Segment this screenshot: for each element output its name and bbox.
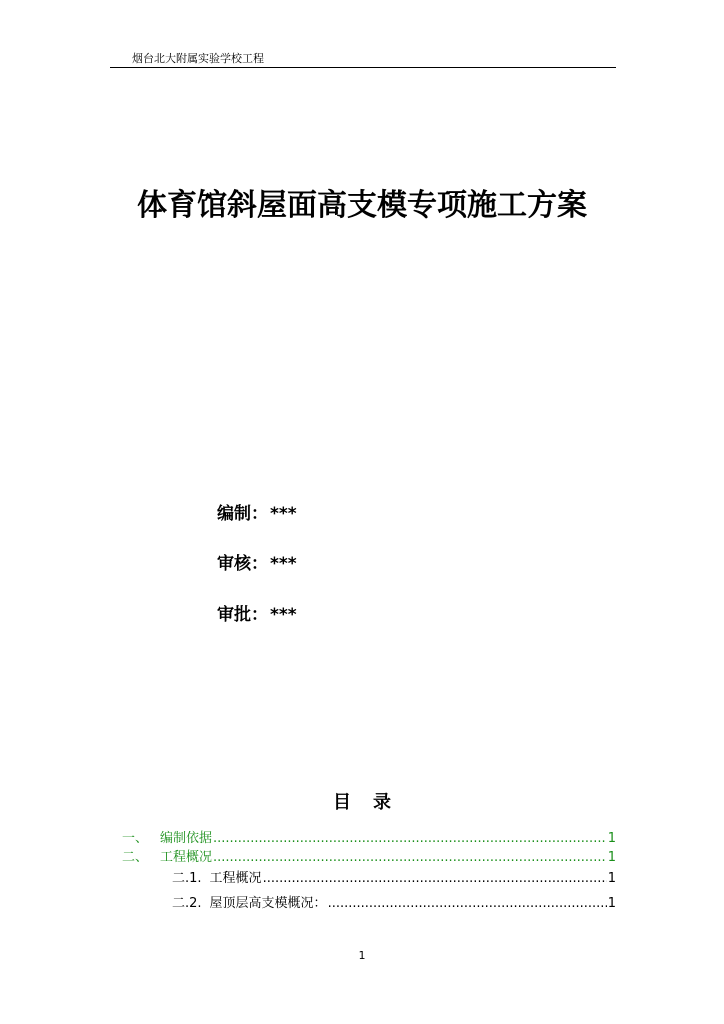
toc-leader-dots: [263, 869, 607, 888]
toc-entry-number: 二、: [122, 850, 149, 865]
toc-entry-text: 工程概况: [160, 850, 213, 865]
header-rule: [110, 67, 616, 68]
toc-entry-page: 1: [607, 831, 616, 846]
signature-approver-value: ***: [270, 605, 297, 625]
toc-subentry-number: 二.2.: [172, 896, 202, 911]
toc-title-char-2: 录: [373, 792, 391, 813]
toc-entry-2[interactable]: [122, 848, 616, 867]
signature-reviewer: [217, 552, 297, 576]
signature-compiler-value: ***: [270, 504, 297, 524]
signature-approver: [217, 603, 297, 627]
toc-entry-number: 一、: [122, 831, 149, 846]
signature-reviewer-value: ***: [270, 554, 297, 574]
toc-subentry-2-2[interactable]: [122, 894, 616, 913]
toc-subentry-page: 1: [607, 896, 616, 911]
toc-entry-text: 编制依据: [160, 831, 213, 846]
toc-entry-1[interactable]: [122, 829, 616, 848]
signature-compiler-label: 编制：: [217, 504, 268, 524]
table-of-contents: [122, 829, 616, 913]
toc-leader-dots: [213, 829, 607, 848]
running-header: 烟台北大附属实验学校工程: [132, 52, 264, 65]
toc-entry-page: 1: [607, 850, 616, 865]
toc-subentry-2-1[interactable]: [122, 869, 616, 888]
toc-title: [0, 790, 724, 816]
toc-leader-dots: [328, 894, 607, 913]
page-number: 1: [358, 949, 366, 962]
toc-subentry-page: 1: [607, 871, 616, 886]
toc-subentry-text: 屋顶层高支模概况：: [209, 896, 327, 911]
signature-approver-label: 审批：: [217, 605, 268, 625]
toc-subentry-text: 工程概况: [209, 871, 262, 886]
signature-reviewer-label: 审核：: [217, 554, 268, 574]
document-title: 体育馆斜屋面高支模专项施工方案: [137, 188, 587, 223]
toc-leader-dots: [213, 848, 607, 867]
toc-title-char-1: 目: [333, 792, 351, 813]
signature-compiler: [217, 502, 297, 526]
toc-subentry-number: 二.1.: [172, 871, 202, 886]
